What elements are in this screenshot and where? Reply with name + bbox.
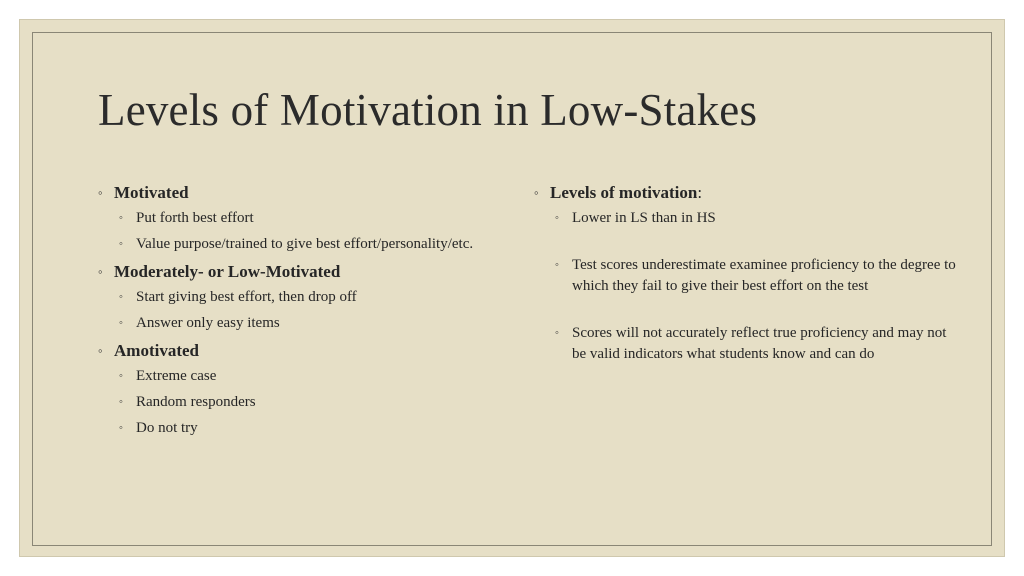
bullet-icon: ◦ — [534, 185, 539, 200]
sub-bullet-text: Scores will not accurately reflect true proficiency and may not be valid indicators what students know and can do — [572, 325, 947, 362]
left-column — [98, 182, 538, 445]
bullet-moderately-motivated — [98, 261, 538, 283]
bullet-heading: Amotivated — [114, 341, 199, 360]
slide — [19, 19, 1005, 557]
sub-bullet — [98, 234, 538, 255]
sub-bullet-text: Answer only easy items — [136, 315, 280, 331]
bullet-icon: ◦ — [555, 212, 559, 224]
bullet-amotivated — [98, 340, 538, 362]
sub-bullet-text: Random responders — [136, 394, 256, 410]
sub-bullet-text: Put forth best effort — [136, 210, 254, 226]
bullet-icon: ◦ — [119, 317, 123, 329]
sub-bullet — [534, 208, 964, 229]
sub-list — [98, 287, 538, 334]
sub-bullet-text: Do not try — [136, 420, 198, 436]
bullet-icon: ◦ — [119, 422, 123, 434]
sub-bullet-text: Value purpose/trained to give best effort/personality/etc. — [136, 236, 474, 252]
bullet-levels-of-motivation — [534, 182, 964, 204]
bullet-icon: ◦ — [555, 327, 559, 339]
sub-bullet — [98, 313, 538, 334]
sub-list — [534, 208, 964, 365]
sub-bullet — [98, 208, 538, 229]
sub-bullet — [98, 418, 538, 439]
bullet-icon: ◦ — [555, 259, 559, 271]
slide-title: Levels of Motivation in Low-Stakes — [98, 85, 758, 135]
sub-bullet — [534, 255, 964, 297]
sub-bullet — [98, 366, 538, 387]
bullet-icon: ◦ — [98, 185, 103, 200]
heading-colon: : — [697, 183, 703, 202]
bullet-icon: ◦ — [119, 291, 123, 303]
bullet-icon: ◦ — [119, 396, 123, 408]
sub-bullet — [534, 323, 964, 365]
bullet-icon: ◦ — [98, 264, 103, 279]
sub-bullet-text: Lower in LS than in HS — [572, 210, 716, 226]
bullet-icon: ◦ — [119, 238, 123, 250]
sub-bullet — [98, 392, 538, 413]
bullet-icon: ◦ — [119, 370, 123, 382]
bullet-icon: ◦ — [119, 212, 123, 224]
sub-bullet — [98, 287, 538, 308]
bullet-motivated — [98, 182, 538, 204]
sub-bullet-text: Test scores underestimate examinee proficiency to the degree to which they fail to give their best effort on the test — [572, 257, 956, 294]
sub-list — [98, 208, 538, 255]
bullet-heading: Moderately- or Low-Motivated — [114, 262, 341, 281]
right-column — [534, 182, 964, 371]
sub-bullet-text: Extreme case — [136, 368, 217, 384]
sub-list — [98, 366, 538, 439]
bullet-heading: Levels of motivation — [550, 183, 698, 202]
bullet-heading: Motivated — [114, 183, 189, 202]
bullet-icon: ◦ — [98, 343, 103, 358]
sub-bullet-text: Start giving best effort, then drop off — [136, 289, 357, 305]
